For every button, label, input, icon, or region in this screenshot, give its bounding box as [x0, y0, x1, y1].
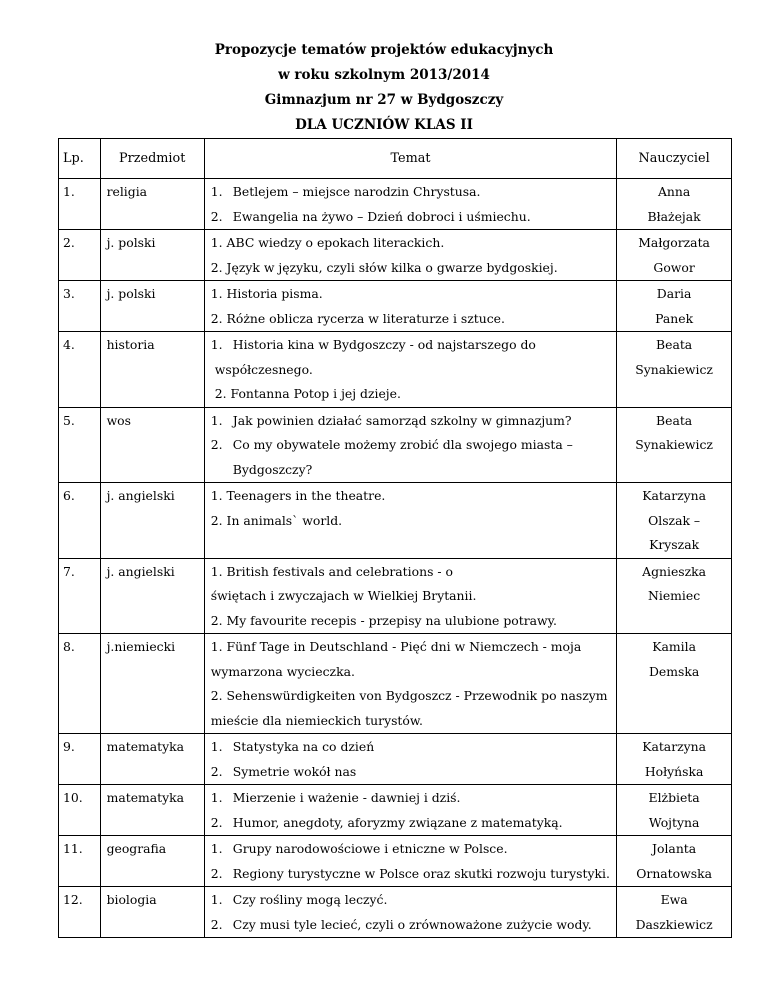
row-teacher	[617, 332, 732, 408]
topic-text: 2. Różne oblicza rycerza w literaturze i sztuce.	[210, 310, 505, 326]
row-teacher	[617, 887, 732, 938]
teacher-first-name: Elżbieta	[648, 790, 700, 805]
topic-text: 1. ABC wiedzy o epokach literackich.	[210, 235, 445, 250]
table-header-row	[59, 139, 732, 179]
row-subject: j. angielski	[106, 488, 175, 503]
table-row	[59, 785, 732, 836]
column-header-lp: Lp.	[59, 139, 101, 179]
row-teacher	[617, 483, 732, 559]
row-number: 12.	[63, 892, 83, 907]
row-teacher	[617, 407, 732, 483]
topic-text: Czy musi tyle lecieć, czyli o zrównoważone zużycie wody.	[232, 916, 592, 932]
teacher-last-name: Synakiewicz	[635, 437, 713, 452]
table-row	[59, 836, 732, 887]
document-header	[0, 38, 768, 138]
topic-text: 2. Fontanna Potop i jej dzieje.	[214, 386, 401, 401]
topic-text: Historia kina w Bydgoszczy - od najstarszego do	[232, 337, 536, 352]
row-teacher	[617, 558, 732, 634]
table-row	[59, 634, 732, 734]
column-header-teacher: Nauczyciel	[617, 139, 732, 179]
table-row	[59, 332, 732, 408]
row-subject: j. angielski	[106, 563, 175, 579]
row-teacher	[617, 179, 732, 230]
topic-text: 1. Historia pisma.	[210, 286, 323, 301]
row-number: 5.	[63, 412, 75, 428]
teacher-last-name: Olszak –	[648, 512, 701, 528]
school-year: w roku szkolnym 2013/2014	[278, 67, 490, 83]
topic-text: Mierzenie i ważenie - dawniej i dziś.	[232, 790, 461, 805]
topic-text: świętach i zwyczajach w Wielkiej Brytanii.	[210, 588, 477, 603]
topic-number: 2.	[210, 814, 223, 830]
teacher-last-name: Hołyńska	[644, 763, 704, 779]
topic-number: 1.	[210, 739, 223, 754]
row-topics	[204, 558, 616, 634]
teacher-first-name: Ewa	[660, 892, 688, 907]
topic-text: mieście dla niemieckich turystów.	[210, 712, 423, 728]
row-number: 8.	[63, 639, 75, 654]
row-number: 11.	[63, 841, 83, 856]
topic-number: 2.	[210, 916, 223, 932]
row-topics	[204, 785, 616, 836]
teacher-first-name: Beata	[656, 337, 693, 352]
table-row	[59, 558, 732, 634]
topic-number: 1.	[210, 412, 223, 428]
table-row	[59, 179, 732, 230]
topic-text: Grupy narodowościowe i etniczne w Polsce.	[232, 841, 508, 856]
row-subject: biologia	[106, 892, 157, 907]
row-subject: geografia	[106, 841, 167, 856]
topic-number: 1.	[210, 337, 223, 352]
row-topics	[204, 407, 616, 483]
row-topics	[204, 887, 616, 938]
topic-text: 2. Język w języku, czyli słów kilka o gwarze bydgoskiej.	[210, 259, 558, 275]
teacher-last-name: Demska	[648, 663, 700, 679]
teacher-last-name: Wojtyna	[648, 814, 700, 830]
teacher-last-name: Kryszak	[649, 537, 700, 552]
row-topics	[204, 230, 616, 281]
topic-text: Humor, anegdoty, aforyzmy związane z matematyką.	[232, 814, 563, 830]
row-number: 10.	[63, 790, 83, 805]
row-subject: j. polski	[106, 286, 156, 301]
target-group: DLA UCZNIÓW KLAS II	[295, 117, 473, 133]
teacher-last-name: Ornatowska	[636, 865, 712, 881]
row-topics	[204, 734, 616, 785]
teacher-first-name: Agnieszka	[642, 563, 707, 579]
row-subject: j.niemiecki	[106, 639, 176, 654]
table-row	[59, 734, 732, 785]
topic-text: Jak powinien działać samorząd szkolny w gimnazjum?	[232, 412, 572, 428]
row-topics	[204, 281, 616, 332]
teacher-last-name: Błażejak	[647, 208, 701, 224]
row-topics	[204, 332, 616, 408]
topic-number: 1.	[210, 892, 223, 907]
row-number: 2.	[63, 235, 75, 250]
table-row	[59, 281, 732, 332]
row-subject: religia	[106, 184, 148, 199]
row-number: 4.	[63, 337, 75, 352]
teacher-last-name: Daszkiewicz	[635, 916, 713, 932]
school-name: Gimnazjum nr 27 w Bydgoszczy	[264, 92, 504, 108]
topic-text: wymarzona wycieczka.	[210, 663, 355, 679]
projects-table	[58, 138, 732, 938]
topic-text: 1. Fünf Tage in Deutschland - Pięć dni w Niemczech - moja	[210, 639, 582, 654]
document-title: Propozycje tematów projektów edukacyjnych	[214, 42, 554, 58]
row-number: 9.	[63, 739, 75, 754]
table-row	[59, 483, 732, 559]
table-row	[59, 407, 732, 483]
row-teacher	[617, 836, 732, 887]
topic-number: 1.	[210, 841, 223, 856]
column-header-topic: Temat	[204, 139, 616, 179]
row-subject: matematyka	[106, 790, 185, 805]
topic-text: Statystyka na co dzień	[232, 739, 375, 754]
topic-text: Czy rośliny mogą leczyć.	[232, 892, 388, 907]
topic-text: 2. In animals` world.	[210, 512, 343, 528]
row-teacher	[617, 230, 732, 281]
row-topics	[204, 483, 616, 559]
topic-number: 2.	[210, 208, 223, 224]
row-subject: historia	[106, 337, 155, 352]
row-teacher	[617, 785, 732, 836]
topic-text: 2. My favourite recepis - przepisy na ulubione potrawy.	[210, 612, 557, 628]
row-teacher	[617, 634, 732, 734]
table-row	[59, 887, 732, 938]
row-teacher	[617, 734, 732, 785]
table-row	[59, 230, 732, 281]
topic-number: 2.	[210, 437, 223, 452]
topic-text: 2. Sehenswürdigkeiten von Bydgoszcz - Przewodnik po naszym	[210, 688, 608, 703]
teacher-first-name: Beata	[656, 412, 693, 428]
row-topics	[204, 179, 616, 230]
teacher-first-name: Kamila	[652, 639, 696, 654]
teacher-last-name: Synakiewicz	[635, 361, 713, 377]
topic-number: 2.	[210, 865, 223, 881]
row-subject: matematyka	[106, 739, 185, 754]
topic-text: Betlejem – miejsce narodzin Chrystusa.	[232, 184, 481, 199]
teacher-last-name: Gowor	[653, 259, 695, 275]
teacher-first-name: Daria	[656, 286, 692, 301]
topic-text: 1. British festivals and celebrations - o	[210, 563, 453, 579]
row-teacher	[617, 281, 732, 332]
teacher-last-name: Panek	[655, 310, 694, 326]
row-number: 3.	[63, 286, 75, 301]
topic-text: współczesnego.	[214, 361, 313, 377]
teacher-last-name: Niemiec	[648, 588, 701, 603]
topic-number: 2.	[210, 763, 223, 779]
topic-text: Regiony turystyczne w Polsce oraz skutki rozwoju turystyki.	[232, 865, 610, 881]
topic-text: Co my obywatele możemy zrobić dla swojego miasta –	[232, 437, 573, 452]
topic-text: Symetrie wokół nas	[232, 763, 357, 779]
row-number: 1.	[63, 184, 75, 199]
row-topics	[204, 634, 616, 734]
topic-number: 1.	[210, 790, 223, 805]
teacher-first-name: Jolanta	[652, 841, 697, 856]
row-topics	[204, 836, 616, 887]
row-subject: j. polski	[106, 235, 156, 250]
row-number: 6.	[63, 488, 75, 503]
topic-number: 1.	[210, 184, 223, 199]
column-header-subject: Przedmiot	[100, 139, 204, 179]
teacher-first-name: Katarzyna	[642, 488, 707, 503]
teacher-first-name: Małgorzata	[638, 235, 710, 250]
topic-text: 1. Teenagers in the theatre.	[210, 488, 386, 503]
teacher-first-name: Anna	[657, 184, 691, 199]
topic-text: Bydgoszczy?	[232, 461, 313, 477]
teacher-first-name: Katarzyna	[642, 739, 707, 754]
row-number: 7.	[63, 563, 75, 579]
topic-text: Ewangelia na żywo – Dzień dobroci i uśmiechu.	[232, 208, 531, 224]
row-subject: wos	[106, 412, 132, 428]
